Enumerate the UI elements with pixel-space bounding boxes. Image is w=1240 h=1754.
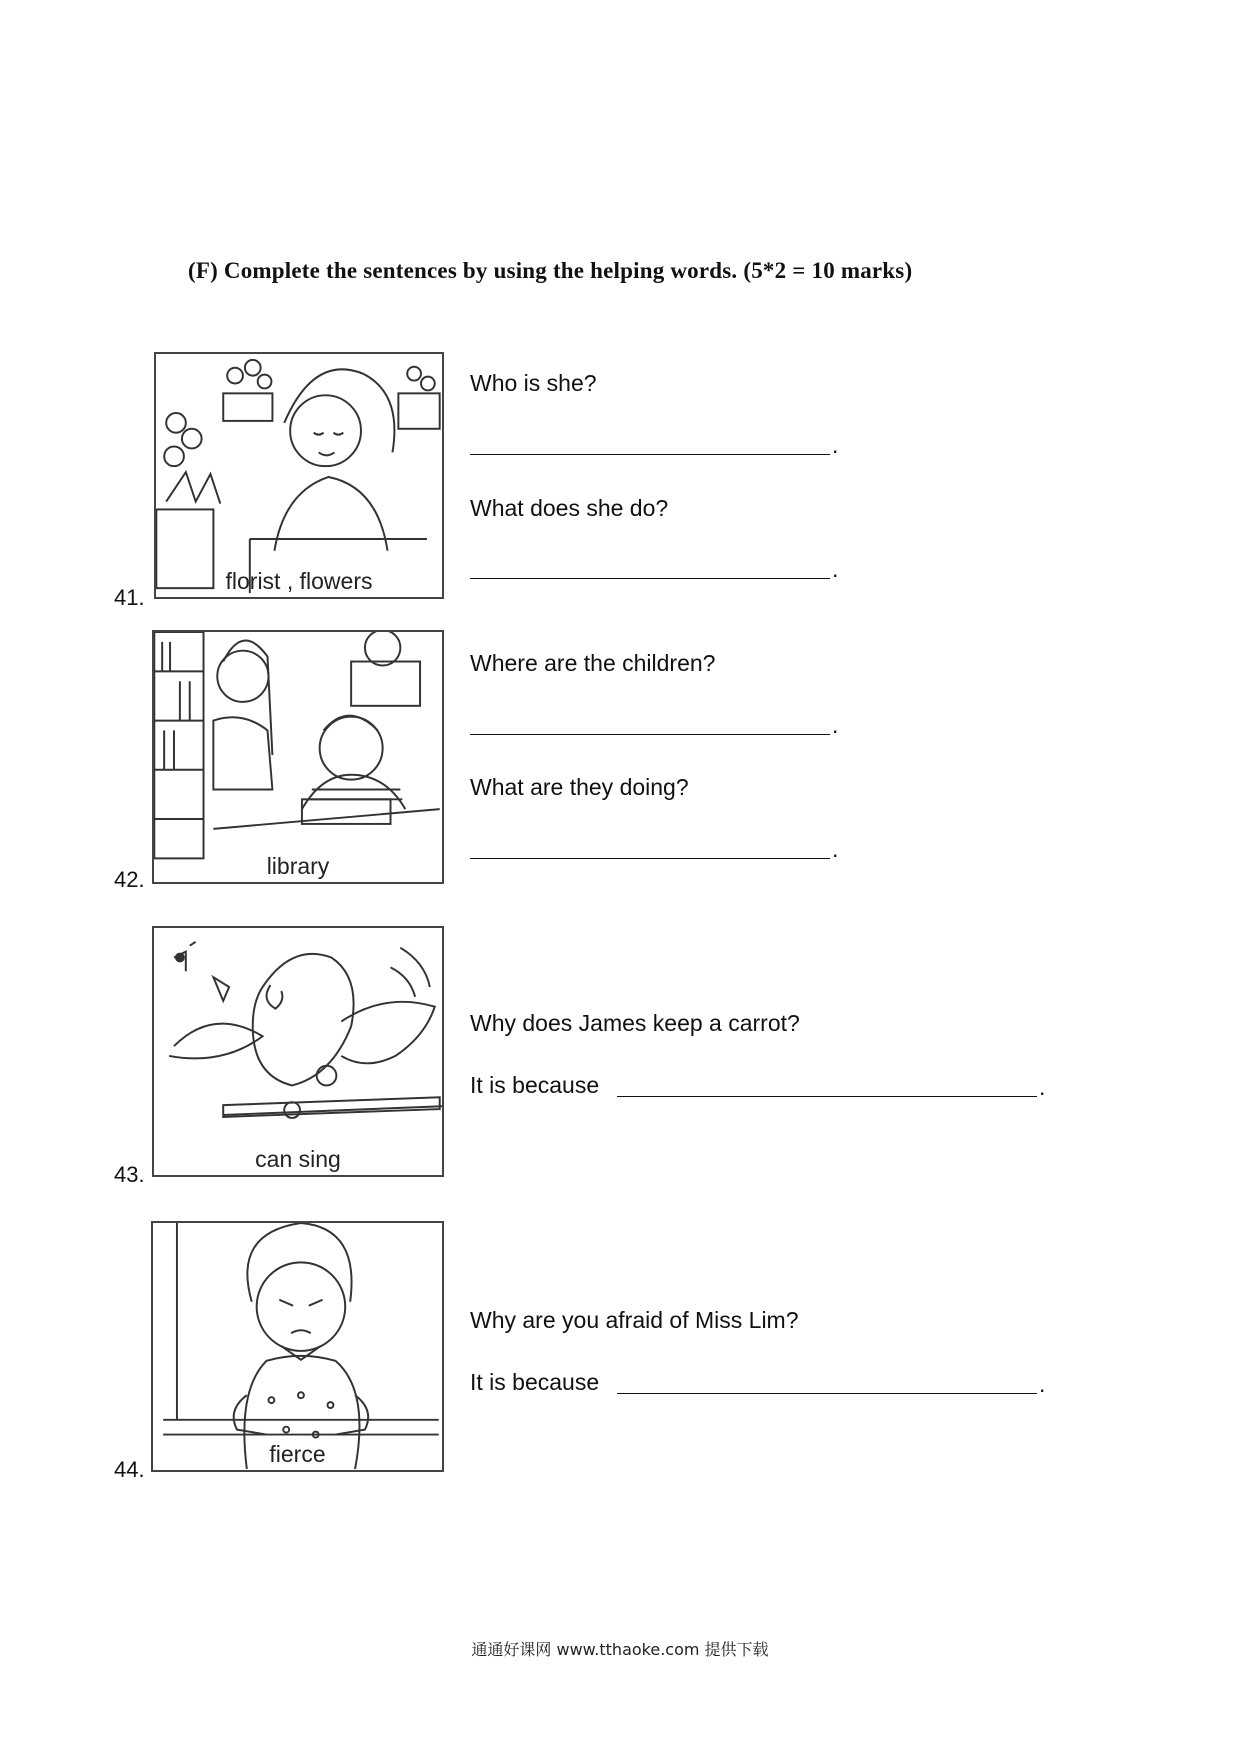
library-drawing: [154, 632, 442, 882]
question-text: Where are the children?: [470, 650, 716, 676]
full-stop: .: [832, 432, 839, 458]
answer-blank[interactable]: [617, 1393, 1037, 1394]
question-number: 43.: [114, 1162, 145, 1187]
answer-prompt: It is because: [470, 1369, 600, 1395]
helping-words: library: [266, 853, 330, 879]
question-number: 41.: [114, 585, 145, 610]
teacher-illustration: [151, 1221, 444, 1472]
full-stop: .: [1039, 1371, 1046, 1397]
question-number: 42.: [114, 867, 145, 892]
teacher-drawing: [153, 1223, 442, 1470]
answer-blank[interactable]: [470, 454, 830, 455]
answer-blank[interactable]: [617, 1096, 1037, 1097]
answer-blank[interactable]: [470, 578, 830, 579]
answer-prompt: It is because: [470, 1072, 600, 1098]
helping-words: fierce: [269, 1441, 326, 1467]
library-illustration: [152, 630, 444, 884]
parrot-illustration: [152, 926, 444, 1177]
helping-words: florist , flowers: [225, 568, 373, 594]
answer-blank[interactable]: [470, 734, 830, 735]
section-heading: (F) Complete the sentences by using the helping words. (5*2 = 10 marks): [188, 258, 913, 283]
question-text: Why are you afraid of Miss Lim?: [470, 1307, 799, 1333]
full-stop: .: [1039, 1074, 1046, 1100]
parrot-drawing: [154, 928, 442, 1175]
full-stop: .: [832, 712, 839, 738]
helping-words: can sing: [255, 1146, 341, 1172]
question-text: What does she do?: [470, 495, 669, 521]
question-text: Why does James keep a carrot?: [470, 1010, 800, 1036]
florist-illustration: [154, 352, 444, 599]
footer-source: 通通好课网 www.tthaoke.com 提供下载: [471, 1640, 769, 1659]
question-number: 44.: [114, 1457, 145, 1482]
full-stop: .: [832, 836, 839, 862]
question-text: What are they doing?: [470, 774, 689, 800]
answer-blank[interactable]: [470, 858, 830, 859]
florist-drawing: [156, 354, 442, 597]
question-text: Who is she?: [470, 370, 597, 396]
full-stop: .: [832, 556, 839, 582]
